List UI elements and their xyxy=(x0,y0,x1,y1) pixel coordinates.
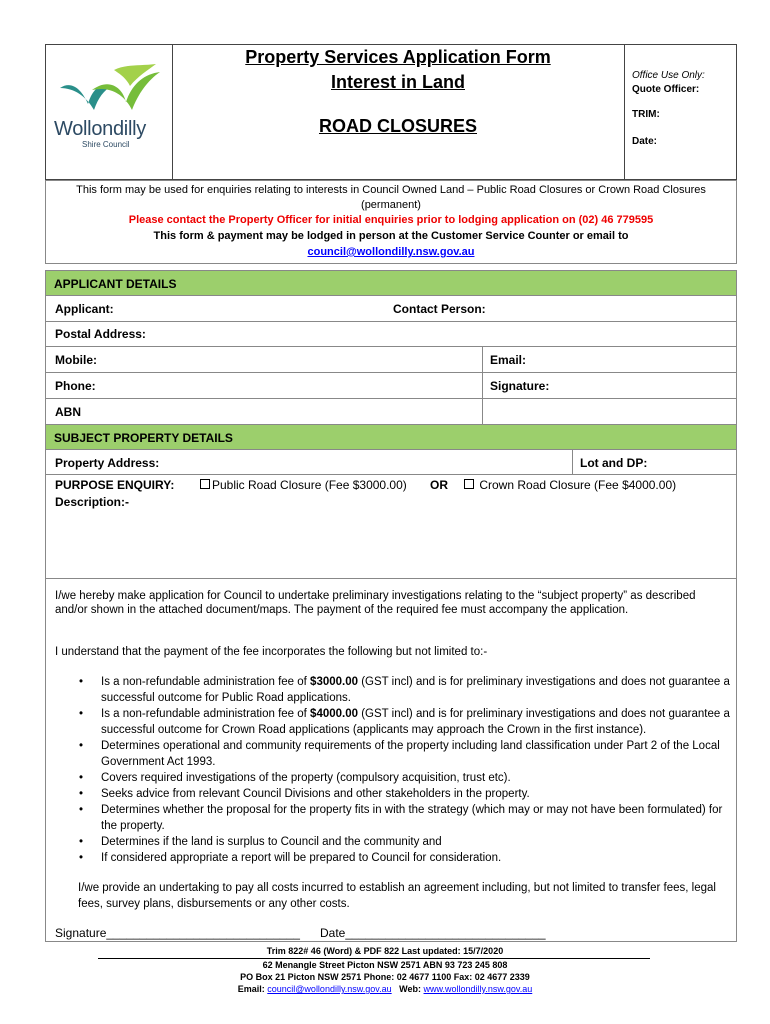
bullet-text: Determines operational and community requirements of the property including land classification under Part 2 of the Local Government Act 1993. xyxy=(101,740,720,768)
applicant-label: Applicant: xyxy=(55,302,114,316)
phone-label: Phone: xyxy=(55,379,96,393)
date-line[interactable]: Date______________________________ xyxy=(320,926,546,940)
footer-rule xyxy=(98,958,650,959)
row-divider xyxy=(46,398,736,399)
footer-po: PO Box 21 Picton NSW 2571 Phone: 02 4677 1100 Fax: 02 4677 2339 xyxy=(240,972,530,982)
fee-bullet-item xyxy=(55,738,735,770)
logo-subtext: Shire Council xyxy=(82,140,130,149)
mobile-label: Mobile: xyxy=(55,353,97,367)
purpose-enquiry-label: PURPOSE ENQUIRY: xyxy=(55,478,175,492)
bullet-text: Covers required investigations of the property (compulsory acquisition, trust etc). xyxy=(101,772,511,784)
row-divider xyxy=(46,372,736,373)
intro-line2: (permanent) xyxy=(361,199,421,211)
bullet-text: Determines whether the proposal for the property fits in with the strategy (which may or may not have been formulated) for the property. xyxy=(101,804,723,832)
fee-bullet-item xyxy=(55,674,735,706)
lot-dp-label: Lot and DP: xyxy=(580,456,648,470)
property-section-heading: SUBJECT PROPERTY DETAILS xyxy=(46,424,736,450)
bullet-text: Seeks advice from relevant Council Divisions and other stakeholders in the property. xyxy=(101,788,530,800)
bullet-fee-amount: $3000.00 xyxy=(310,676,359,688)
intro-line1: This form may be used for enquiries relating to interests in Council Owned Land – Public Road Closures or Crown Road Closures xyxy=(76,184,706,196)
description-label: Description:- xyxy=(55,495,130,509)
fee-bullet-list xyxy=(55,674,735,866)
date-label: Date: xyxy=(632,136,658,147)
footer-web-label: Web: xyxy=(399,984,422,994)
abn-label: ABN xyxy=(55,405,81,419)
email-label: Email: xyxy=(490,353,527,367)
form-type: ROAD CLOSURES xyxy=(318,116,477,136)
fee-bullet-item xyxy=(55,786,735,802)
council-logo xyxy=(52,60,168,150)
fee-bullet-item xyxy=(55,706,735,738)
bullet-text: Determines if the land is surplus to Council and the community and xyxy=(101,836,442,848)
logo-swoosh-icon xyxy=(52,60,168,120)
fee-bullet-item xyxy=(55,770,735,786)
quote-officer-label: Quote Officer: xyxy=(632,84,700,95)
undertaking-paragraph: I/we provide an undertaking to pay all costs incurred to establish an agreement including, but not limited to transfer fees, legal fees, survey plans, disbursements or any other costs. xyxy=(78,882,716,910)
column-divider xyxy=(572,450,573,474)
crown-road-checkbox[interactable] xyxy=(464,479,474,489)
logo-text: Wollondilly xyxy=(54,118,146,140)
footer-web-link[interactable]: www.wollondilly.nsw.gov.au xyxy=(423,984,533,994)
contact-person-label: Contact Person: xyxy=(393,302,486,316)
row-divider xyxy=(46,321,736,322)
application-paragraph: I/we hereby make application for Council to undertake preliminary investigations relating to the “subject property” as described and/or shown in the attached document/maps. The payment of the required fee must accompany the application. xyxy=(55,590,696,616)
bullet-fee-amount: $4000.00 xyxy=(310,708,359,720)
lodge-notice: This form & payment may be lodged in person at the Customer Service Counter or email to xyxy=(153,230,629,242)
bullet-text: Is a non-refundable administration fee of xyxy=(101,708,311,720)
row-divider xyxy=(46,578,736,579)
row-divider xyxy=(46,474,736,475)
row-divider xyxy=(46,346,736,347)
header-divider-right xyxy=(624,44,625,180)
signature-label: Signature: xyxy=(490,379,550,393)
footer-address: 62 Menangle Street Picton NSW 2571 ABN 93 723 245 808 xyxy=(262,960,508,970)
footer-trim: Trim 822# 46 (Word) & PDF 822 Last updated: 15/7/2020 xyxy=(266,946,504,956)
trim-label: TRIM: xyxy=(632,109,660,120)
public-road-label: Public Road Closure (Fee $3000.00) xyxy=(212,478,407,492)
form-title: Property Services Application Form xyxy=(245,47,551,67)
public-road-option[interactable] xyxy=(200,478,407,492)
bullet-text: Is a non-refundable administration fee of xyxy=(101,676,311,688)
crown-road-label: Crown Road Closure (Fee $4000.00) xyxy=(479,478,677,492)
footer-contact xyxy=(0,984,770,994)
fee-bullet-item xyxy=(55,802,735,834)
fee-intro-paragraph: I understand that the payment of the fee incorporates the following but not limited to:- xyxy=(55,646,488,658)
office-use-label: Office Use Only: xyxy=(632,70,705,81)
crown-road-option[interactable] xyxy=(464,478,676,492)
column-divider xyxy=(482,346,483,424)
footer-email-link[interactable]: council@wollondilly.nsw.gov.au xyxy=(267,984,392,994)
bullet-text: If considered appropriate a report will be prepared to Council for consideration. xyxy=(101,852,502,864)
fee-bullet-item xyxy=(55,834,735,850)
public-road-checkbox[interactable] xyxy=(200,479,210,489)
property-address-label: Property Address: xyxy=(55,456,160,470)
contact-notice: Please contact the Property Officer for initial enquiries prior to lodging application on (02) 46 779595 xyxy=(128,214,654,226)
footer-email-label: Email: xyxy=(237,984,265,994)
postal-address-label: Postal Address: xyxy=(55,327,146,341)
or-label: OR xyxy=(430,478,448,492)
fee-bullet-item xyxy=(55,850,735,866)
council-email-link[interactable]: council@wollondilly.nsw.gov.au xyxy=(307,246,475,258)
applicant-section-heading: APPLICANT DETAILS xyxy=(46,270,736,296)
signature-line[interactable]: Signature_____________________________ xyxy=(55,926,300,940)
form-subtitle: Interest in Land xyxy=(330,72,465,92)
bullet-text-continued: (GST incl) and is for preliminary investigations and does not guarantee a successful outcome for Public Road applications. xyxy=(101,676,730,704)
bullet-text-continued: (GST incl) and is for preliminary investigations and does not guarantee a successful outcome for Crown Road applications (applicants may approach the Crown in the first instance). xyxy=(101,708,730,736)
